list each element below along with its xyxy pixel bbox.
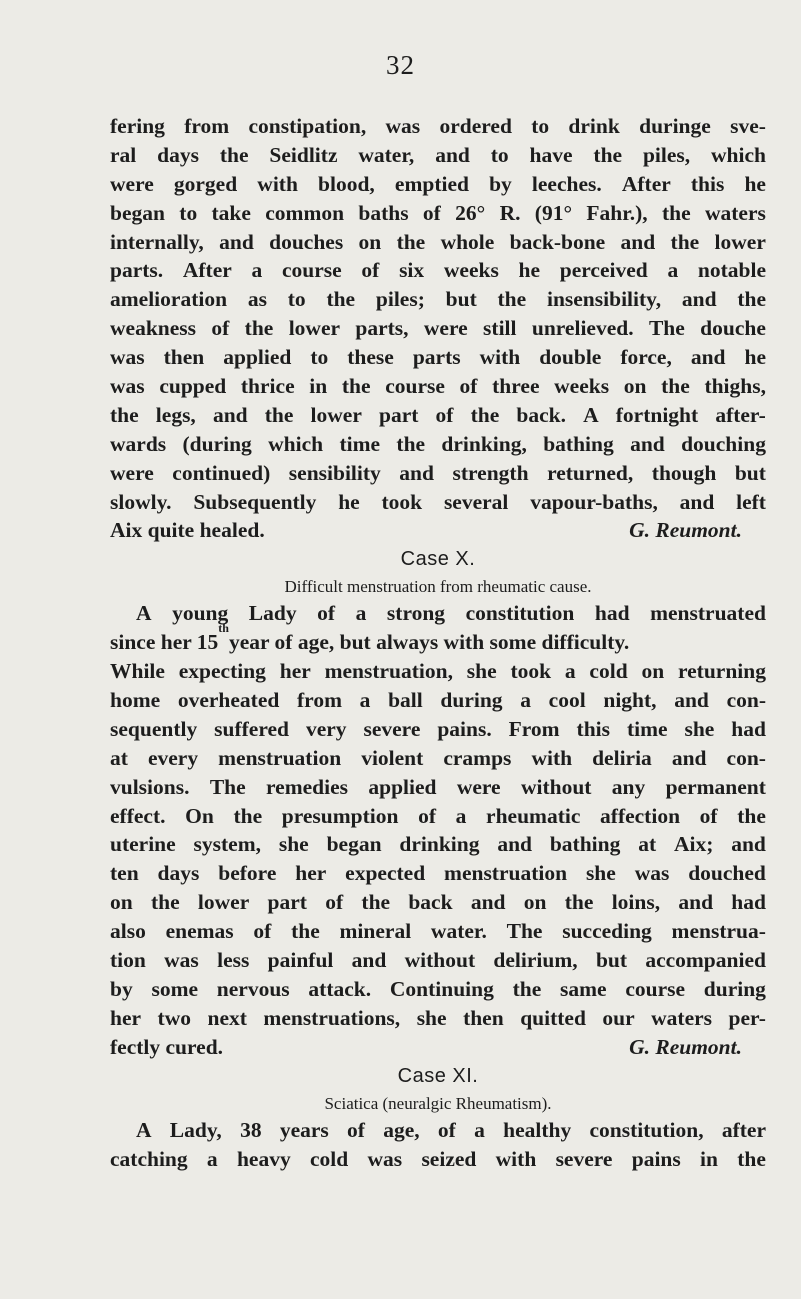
text-line: fering from constipation, was ordered to drink duringe sve-: [110, 114, 766, 138]
text-line: While expecting her menstruation, she took a cold on returning: [110, 659, 766, 684]
text-line: tion was less painful and without delirium, but accompanied: [110, 948, 766, 973]
case-body: [110, 657, 766, 1033]
text-line: by some nervous attack. Continuing the same course during: [110, 976, 766, 1001]
case-second-line: [110, 621, 766, 657]
paragraph-end-line: [110, 516, 766, 545]
paragraph-end-line: [110, 1033, 766, 1062]
paragraph-end-text: Aix quite healed.: [110, 518, 265, 543]
text-line: amelioration as to the piles; but the insensibility, and the: [110, 287, 766, 312]
paragraph-continued: [110, 112, 766, 516]
author-signature: G. Reumont.: [629, 518, 742, 543]
case-subheading: Difficult menstruation from rheumatic cause.: [284, 577, 592, 597]
case-subheading: Sciatica (neuralgic Rheumatism).: [324, 1093, 552, 1113]
case-heading: Case XI.: [397, 1064, 479, 1087]
text-line: sequently suffered very severe pains. From this time she had: [110, 716, 766, 741]
text-line: internally, and douches on the whole back-bone and the lower: [110, 229, 766, 254]
case-line-text: since her 15 th year of age, but always with some difficulty.: [110, 628, 766, 657]
paragraph-end-text: fectly cured.: [110, 1034, 224, 1059]
text-line: began to take common baths of 26° R. (91° Fahr.), the waters: [110, 200, 766, 225]
page-text: [110, 112, 766, 1173]
text-line: effect. On the presumption of a rheumatic affection of the: [110, 803, 766, 828]
text-line: vulsions. The remedies applied were without any permanent: [110, 774, 766, 799]
text-line: at every menstruation violent cramps with deliria and con-: [110, 745, 766, 770]
author-signature: G. Reumont.: [629, 1034, 742, 1059]
text-line: were continued) sensibility and strength returned, though but: [110, 460, 766, 485]
text-line: also enemas of the mineral water. The succeding menstrua-: [110, 919, 766, 944]
text-line: slowly. Subsequently he took several vapour-baths, and left: [110, 489, 766, 514]
case-heading: Case X.: [400, 548, 476, 571]
text-line: ten days before her expected menstruation she was douched: [110, 861, 766, 886]
case-first-line: A young Lady of a strong constitution had menstruated: [136, 601, 766, 626]
page-number: 32: [386, 50, 415, 80]
text-line: weakness of the lower parts, were still unrelieved. The douche: [110, 316, 766, 341]
text-line: was then applied to these parts with double force, and he: [110, 345, 766, 370]
text-line: home overheated from a ball during a cool night, and con-: [110, 688, 766, 713]
text-line: were gorged with blood, emptied by leeches. After this he: [110, 171, 766, 196]
text-line: her two next menstruations, she then quitted our waters per-: [110, 1005, 766, 1030]
text-line: wards (during which time the drinking, bathing and douching: [110, 431, 766, 456]
text-line: on the lower part of the back and on the loins, and had: [110, 890, 766, 915]
text-line: the legs, and the lower part of the back. A fortnight after-: [110, 402, 766, 427]
text-line: parts. After a course of six weeks he perceived a notable: [110, 258, 766, 283]
text-line: was cupped thrice in the course of three weeks on the thighs,: [110, 374, 766, 399]
text-line: catching a heavy cold was seized with severe pains in the: [110, 1146, 766, 1171]
case-body: [110, 1116, 766, 1174]
text-line: ral days the Seidlitz water, and to have the piles, which: [110, 142, 766, 167]
text-line: A Lady, 38 years of age, of a healthy constitution, after: [136, 1117, 766, 1142]
ordinal-superscript: th: [218, 621, 229, 636]
text-line: uterine system, she began drinking and bathing at Aix; and: [110, 832, 766, 857]
